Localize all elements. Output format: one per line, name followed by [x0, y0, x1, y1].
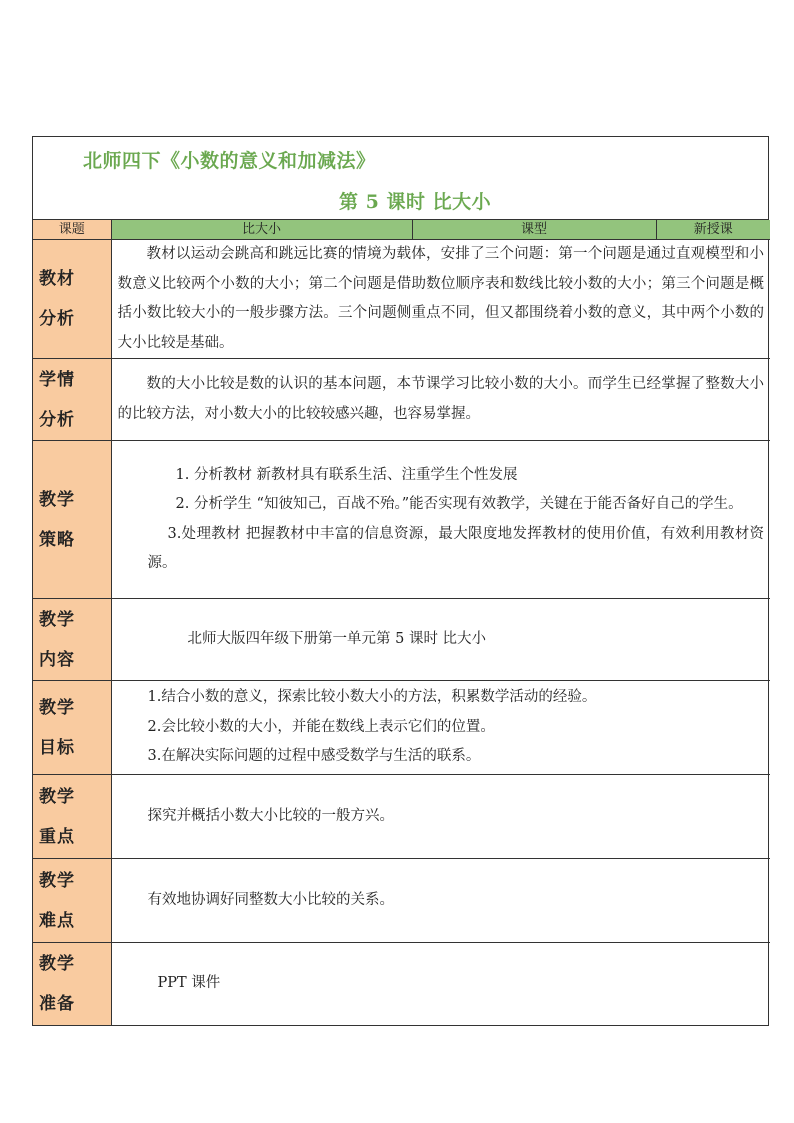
- row-key: [33, 775, 770, 859]
- row-strategy: [33, 441, 770, 599]
- students-text: 数的大小比较是数的认识的基本问题，本节课学习比较小数的大小。而学生已经掌握了整数大小的比较方法，对小数大小的比较较感兴趣，也容易掌握。: [111, 359, 770, 441]
- topic-label: 课题: [33, 220, 111, 240]
- strategy-item: 2. 分析学生 “知彼知己，百战不殆。”能否实现有效教学，关键在于能否备好自己的学生。: [175, 496, 743, 512]
- section-label-key: 教学 重点: [33, 775, 111, 859]
- key-text: 探究并概括小数大小比较的一般方兴。: [111, 775, 770, 859]
- goals-list: [111, 681, 770, 775]
- header: [33, 137, 768, 220]
- topic-value: 比大小: [111, 220, 412, 240]
- meta-row: [33, 220, 770, 240]
- document-title: 北师四下《小数的意义和加减法》: [83, 150, 376, 172]
- section-label-strategy: 教学 策略: [33, 441, 111, 599]
- section-label-goals: 教学 目标: [33, 681, 111, 775]
- row-goals: [33, 681, 770, 775]
- section-label-students: 学情 分析: [33, 359, 111, 441]
- row-difficulty: [33, 859, 770, 943]
- section-label-prep: 教学 准备: [33, 943, 111, 1025]
- type-label: 课型: [412, 220, 656, 240]
- strategy-item: 3.处理教材 把握教材中丰富的信息资源，最大限度地发挥教材的使用价值，有效利用教材资源。: [147, 525, 765, 571]
- lesson-plan-table: [32, 136, 769, 1026]
- content-text: 北师大版四年级下册第一单元第 5 课时 比大小: [111, 599, 770, 681]
- material-text: 教材以运动会跳高和跳远比赛的情境为载体，安排了三个问题：第一个问题是通过直观模型和小数意义比较两个小数的大小；第二个问题是借助数位顺序表和数线比较小数的大小；第三个问题是概括小数比较大小的一般步骤方法。三个问题侧重点不同，但又都围绕着小数的意义，其中两个小数的大小比较是基础。: [111, 240, 770, 359]
- row-content: [33, 599, 770, 681]
- row-prep: [33, 943, 770, 1025]
- difficulty-text: 有效地协调好同整数大小比较的关系。: [111, 859, 770, 943]
- goal-item: 2.会比较小数的大小，并能在数线上表示它们的位置。: [147, 718, 495, 735]
- goal-item: 1.结合小数的意义，探索比较小数大小的方法，积累数学活动的经验。: [147, 689, 597, 706]
- row-students: [33, 359, 770, 441]
- prep-text: PPT 课件: [111, 943, 770, 1025]
- strategy-item: 1. 分析教材 新教材具有联系生活、注重学生个性发展: [175, 466, 518, 483]
- section-label-material: 教材 分析: [33, 240, 111, 359]
- row-material: [33, 240, 770, 359]
- section-label-content: 教学 内容: [33, 599, 111, 681]
- section-label-difficulty: 教学 难点: [33, 859, 111, 943]
- strategy-list: [111, 441, 770, 599]
- goal-item: 3.在解决实际问题的过程中感受数学与生活的联系。: [147, 748, 481, 765]
- lesson-subtitle: 第 5 课时 比大小: [339, 191, 492, 213]
- type-value: 新授课: [656, 220, 770, 240]
